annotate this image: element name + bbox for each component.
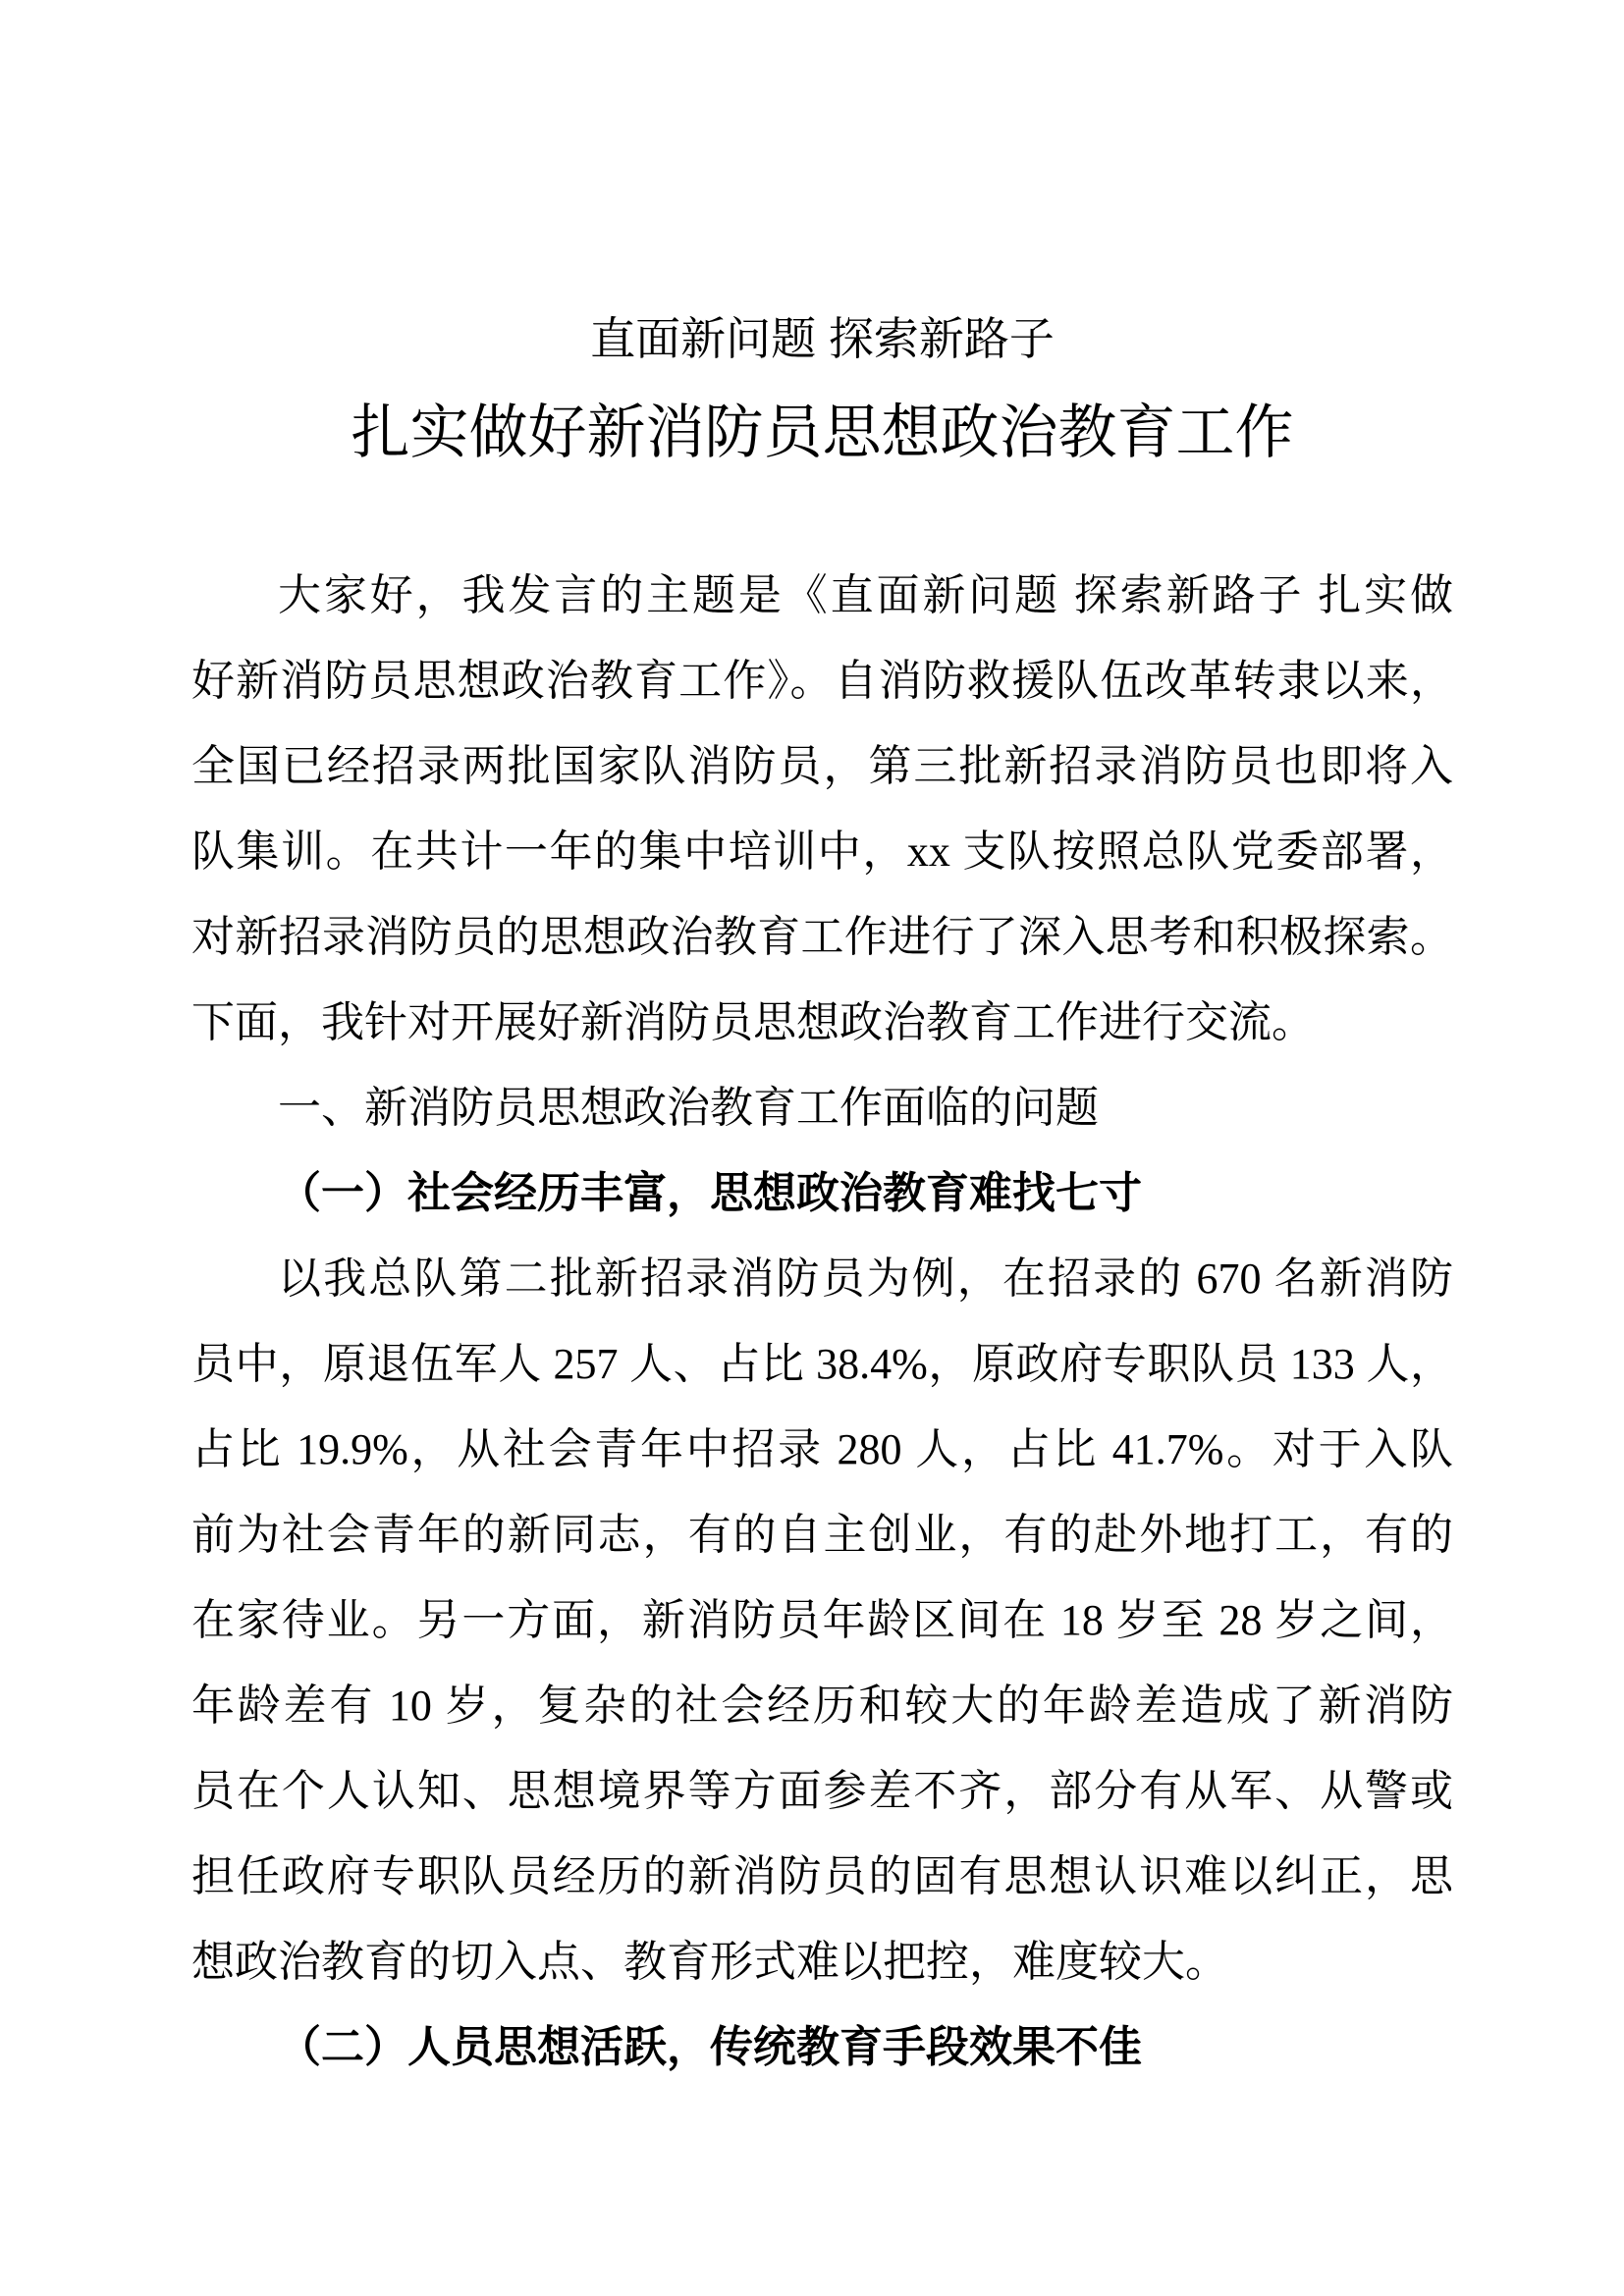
paragraph-2-line: 前为社会青年的新同志，有的自主创业，有的赴外地打工，有的 bbox=[191, 1511, 1453, 1559]
paragraph-2-line: 想政治教育的切入点、教育形式难以把控，难度较大。 bbox=[191, 1938, 1228, 1986]
paragraph-1-line: 对新招录消防员的思想政治教育工作进行了深入思考和积极探索。 bbox=[191, 913, 1453, 961]
paragraph-2-line: 担任政府专职队员经历的新消防员的固有思想认识难以纠正，思 bbox=[191, 1852, 1453, 1900]
paragraph-1-line: 大家好，我发言的主题是《直面新问题 探索新路子 扎实做 bbox=[278, 571, 1453, 619]
document-title-line2: 扎实做好新消防员思想政治教育工作 bbox=[351, 400, 1294, 465]
paragraph-2-line: 员在个人认知、思想境界等方面参差不齐，部分有从军、从警或 bbox=[191, 1767, 1453, 1815]
paragraph-1-line: 队集训。在共计一年的集中培训中，xx 支队按照总队党委部署， bbox=[191, 828, 1453, 876]
paragraph-1-line: 下面，我针对开展好新消防员思想政治教育工作进行交流。 bbox=[191, 998, 1315, 1046]
section-heading-1: 一、新消防员思想政治教育工作面临的问题 bbox=[278, 1084, 1099, 1132]
paragraph-1-line: 好新消防员思想政治教育工作》。自消防救援队伍改革转隶以来， bbox=[191, 657, 1453, 705]
document-title-line1: 直面新问题 探索新路子 bbox=[590, 313, 1055, 364]
paragraph-2-line: 占比 19.9%，从社会青年中招录 280 人，占比 41.7%。对于入队 bbox=[191, 1425, 1453, 1473]
paragraph-2-line: 以我总队第二批新招录消防员为例，在招录的 670 名新消防 bbox=[278, 1255, 1453, 1303]
title-body-spacer bbox=[191, 484, 1453, 553]
paragraph-2-line: 员中，原退伍军人 257 人、占比 38.4%，原政府专职队员 133 人， bbox=[191, 1340, 1453, 1388]
subsection-heading-1-1: （一）社会经历丰富，思想政治教育难找七寸 bbox=[278, 1169, 1142, 1217]
paragraph-2-line: 在家待业。另一方面，新消防员年龄区间在 18 岁至 28 岁之间， bbox=[191, 1596, 1453, 1644]
paragraph-2-line: 年龄差有 10 岁，复杂的社会经历和较大的年龄差造成了新消防 bbox=[191, 1682, 1453, 1730]
document-body bbox=[191, 296, 1453, 2090]
subsection-heading-1-2: （二）人员思想活跃，传统教育手段效果不佳 bbox=[278, 2023, 1142, 2071]
paragraph-1-line: 全国已经招录两批国家队消防员，第三批新招录消防员也即将入 bbox=[191, 742, 1453, 790]
